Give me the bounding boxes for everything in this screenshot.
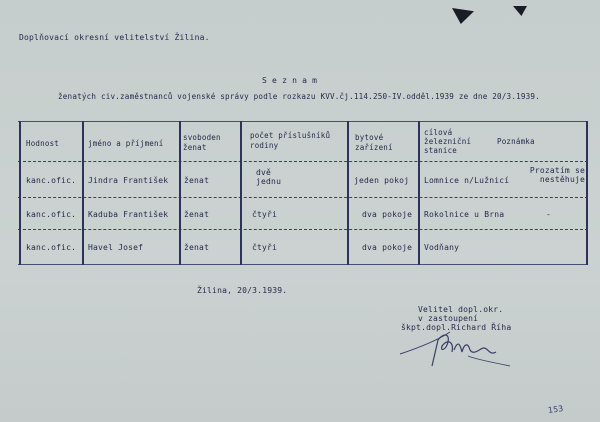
- row3-family: čtyři: [252, 243, 278, 252]
- table-col-line-5: [418, 121, 420, 265]
- corner-notch-right: [513, 6, 527, 16]
- table-bottom-border: [18, 264, 588, 265]
- col-header-station: cílová železniční stanice: [424, 128, 472, 155]
- row1-family: dvě jednu: [256, 168, 282, 186]
- row1-name: Jindra František: [88, 176, 169, 185]
- row1-rank: kanc.ofic.: [26, 176, 77, 185]
- row1-note: Prozatím se nestěhuje: [529, 166, 585, 184]
- row2-family: čtyři: [252, 210, 278, 219]
- col-header-family: počet příslušníků rodiny: [250, 131, 331, 150]
- table-col-line-2: [179, 121, 181, 265]
- row2-name: Kaduba František: [88, 210, 169, 219]
- document-subtitle: ženatých civ.zaměstnanců vojenské správy podle rozkazu KVV.čj.114.250-IV.odděl.1939 ze dne 20/3.1939.: [58, 92, 540, 101]
- signatory-title: Velitel dopl.okr.: [418, 305, 504, 314]
- signatory-name: škpt.dopl.Richard Říha: [401, 323, 512, 332]
- row2-housing: dva pokoje: [362, 210, 413, 219]
- col-header-name: jméno a příjmení: [88, 139, 164, 148]
- row3-rank: kanc.ofic.: [26, 243, 77, 252]
- table-col-line-4: [347, 121, 349, 265]
- corner-notch-left: [452, 8, 474, 24]
- col-header-housing: bytové zařízení: [355, 133, 393, 152]
- row2-note: -: [546, 210, 552, 219]
- handwritten-signature: [398, 326, 518, 370]
- signatory-proxy: v zastoupení: [418, 314, 479, 323]
- document-title: S e z n a m: [262, 76, 318, 85]
- row-separator-2: [18, 229, 588, 230]
- row2-rank: kanc.ofic.: [26, 210, 77, 219]
- row2-status: ženat: [184, 210, 210, 219]
- col-header-note: Poznámka: [497, 137, 535, 146]
- col-header-status: svoboden ženat: [183, 133, 221, 152]
- row1-status: ženat: [184, 176, 210, 185]
- row3-station: Vodňany: [424, 243, 460, 252]
- col-header-rank: Hodnost: [26, 139, 60, 148]
- office-heading: Doplňovací okresní velitelství Žilina.: [19, 33, 210, 42]
- table-top-border: [18, 121, 588, 122]
- row2-station: Rokolnice u Brna: [424, 210, 505, 219]
- header-separator: [18, 161, 588, 162]
- page-number: 153: [547, 403, 564, 416]
- table-col-line-3: [240, 121, 242, 265]
- row3-housing: dva pokoje: [362, 243, 413, 252]
- row3-name: Havel Josef: [88, 243, 144, 252]
- table-col-line-6: [586, 121, 588, 265]
- row1-housing: jeden pokoj: [354, 176, 410, 185]
- row3-status: ženat: [184, 243, 210, 252]
- row1-station: Lomnice n/Lužnicí: [424, 176, 510, 185]
- table-col-line-1: [82, 121, 84, 265]
- place-date: Žilina, 20/3.1939.: [197, 286, 288, 295]
- table-col-line-0: [19, 121, 21, 265]
- row-separator-1: [18, 197, 588, 198]
